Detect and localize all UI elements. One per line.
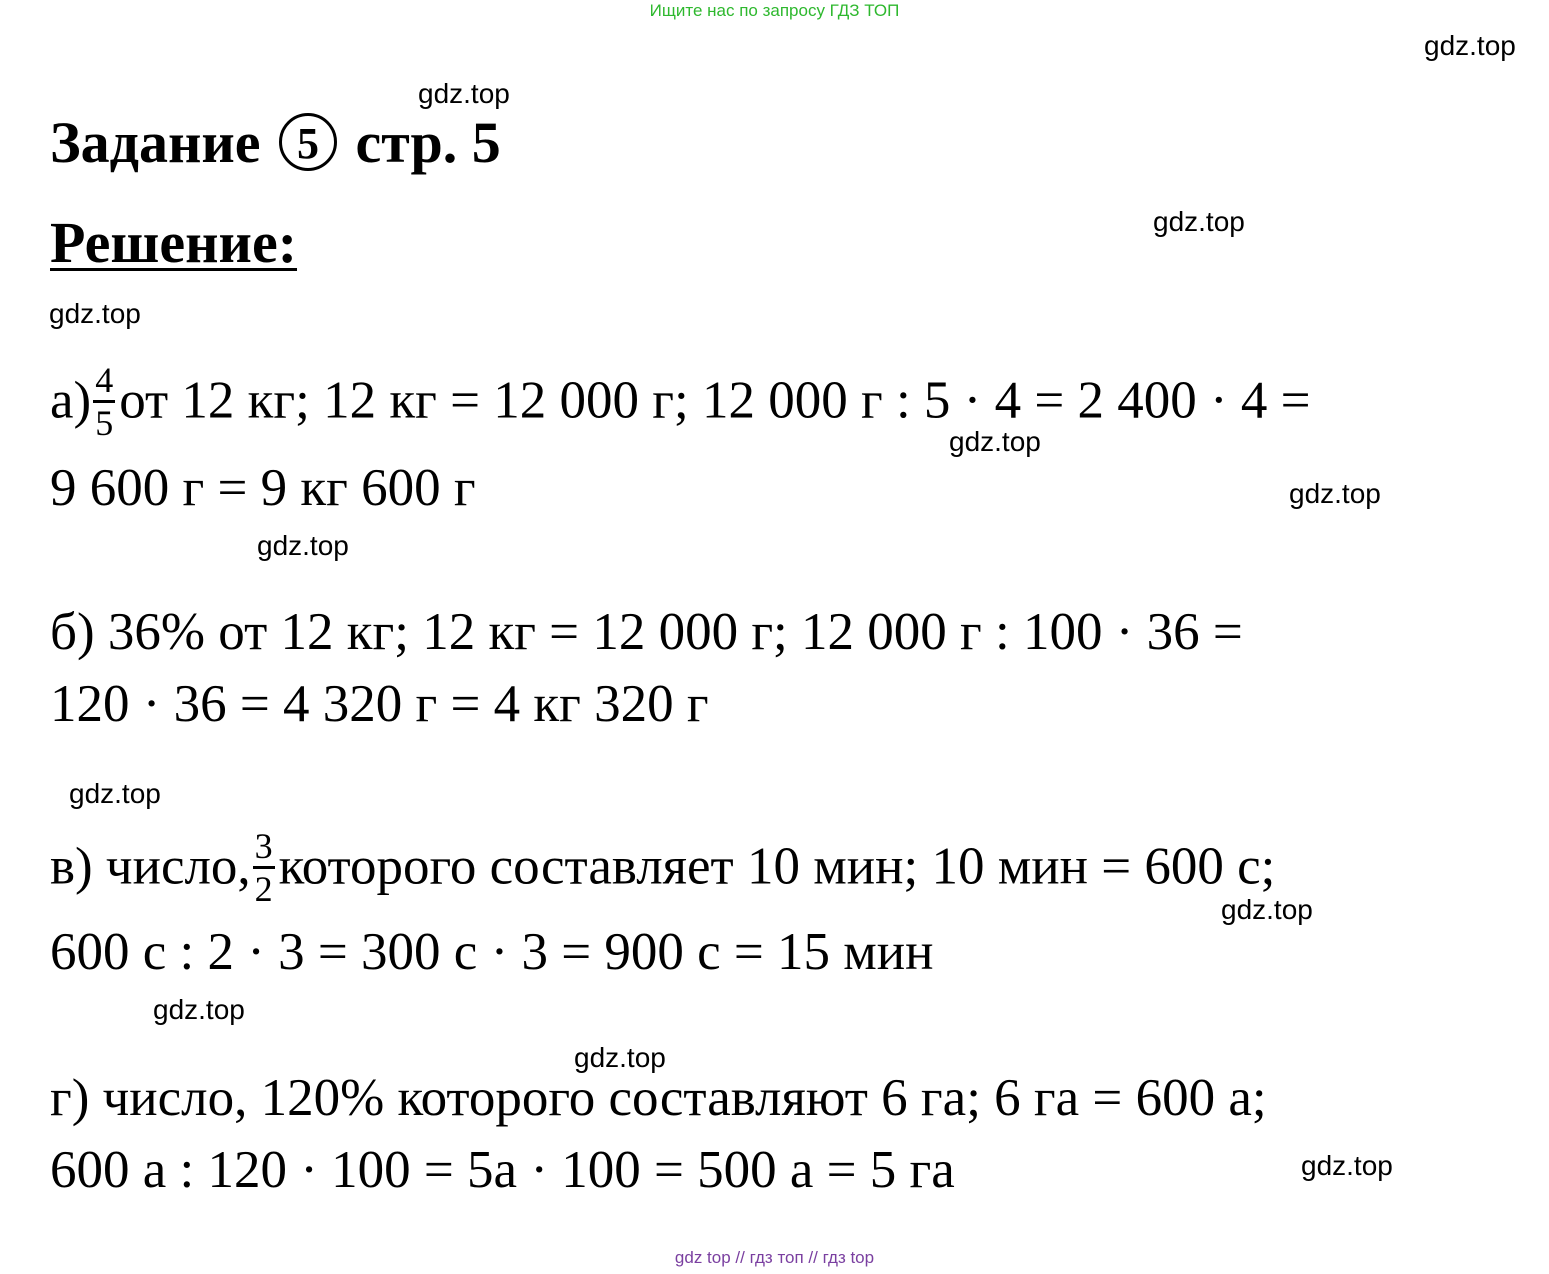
footer-links[interactable]: gdz top // гдз топ // гдз top [674, 1248, 875, 1267]
fraction-numerator: 4 [93, 360, 115, 403]
item-v-line1-text: которого составляет 10 мин; 10 мин = 600 с; [278, 837, 1276, 896]
watermark: gdz.top [69, 778, 161, 809]
fraction-denominator: 5 [95, 403, 114, 443]
item-a-fraction [93, 360, 115, 443]
item-a-line1 [50, 360, 1311, 447]
fraction-numerator: 3 [253, 826, 275, 869]
task-number-badge: 5 [279, 113, 337, 171]
item-g-line1: г) число, 120% которого составляют 6 га; 6 га = 600 а; [50, 1069, 1267, 1127]
top-banner-link[interactable]: Ищите нас по запросу ГДЗ ТОП [649, 1, 900, 20]
watermark: gdz.top [574, 1042, 666, 1073]
title-prefix: Задание [50, 110, 261, 175]
watermark: gdz.top [949, 426, 1041, 457]
item-a-prefix: а) [50, 371, 92, 430]
title-suffix: стр. 5 [355, 110, 501, 175]
item-v-prefix: в) число, [50, 837, 251, 896]
watermark: gdz.top [1301, 1150, 1393, 1181]
item-v-line1 [50, 826, 1276, 913]
item-a-line1-text: от 12 кг; 12 кг = 12 000 г; 12 000 г : 5 · 4 = 2 400 · 4 = [119, 371, 1311, 430]
watermark: gdz.top [49, 298, 141, 329]
watermark: gdz.top [153, 994, 245, 1025]
solution-heading: Решение: [50, 210, 298, 275]
fraction-denominator: 2 [254, 869, 273, 909]
item-b-line1: б) 36% от 12 кг; 12 кг = 12 000 г; 12 000 г : 100 · 36 = [50, 603, 1243, 661]
item-v-line2: 600 с : 2 · 3 = 300 с · 3 = 900 с = 15 мин [50, 923, 934, 981]
item-v-fraction [253, 826, 275, 909]
page-title [50, 108, 501, 178]
item-g-line2: 600 а : 120 · 100 = 5а · 100 = 500 а = 5 га [50, 1141, 955, 1199]
watermark: gdz.top [257, 530, 349, 561]
watermark: gdz.top [1424, 30, 1516, 61]
item-b-line2: 120 · 36 = 4 320 г = 4 кг 320 г [50, 675, 709, 733]
watermark: gdz.top [1289, 478, 1381, 509]
watermark: gdz.top [1221, 894, 1313, 925]
item-a-line2: 9 600 г = 9 кг 600 г [50, 459, 476, 517]
watermark: gdz.top [1153, 206, 1245, 237]
watermark: gdz.top [418, 78, 510, 109]
